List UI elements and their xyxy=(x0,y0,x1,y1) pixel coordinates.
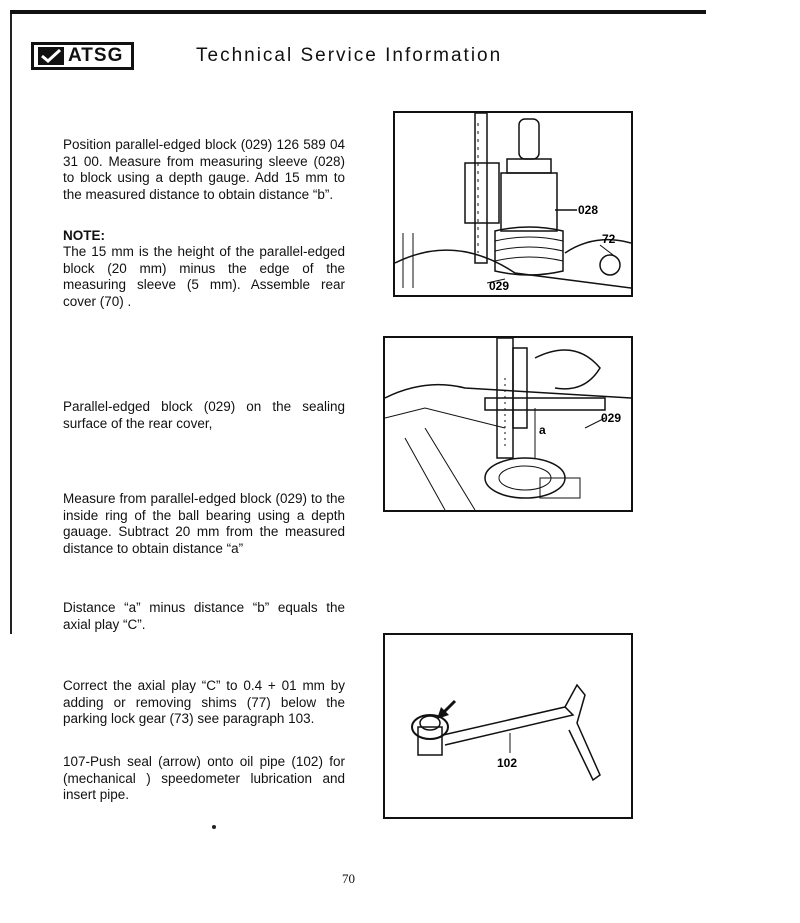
paragraph-measure-bearing: Measure from parallel-edged block (029) to the inside ring of the ball bearing using a depth gauage. Subtract 20 mm from the measured distance to obtain distance “a” xyxy=(63,491,345,556)
note-text: The 15 mm is the height of the parallel-edged block (20 mm) minus the edge of the measuring sleeve (5 mm). Assemble rear cover (70) . xyxy=(63,244,345,309)
page-title: Technical Service Information xyxy=(196,45,503,66)
left-rule xyxy=(10,14,12,634)
paragraph-push-seal: 107-Push seal (arrow) onto oil pipe (102) for (mechanical ) speedometer lubrication and insert pipe. xyxy=(63,754,345,802)
logo-text: ATSG xyxy=(68,45,124,66)
figure-oil-pipe xyxy=(383,633,633,819)
figure-label-a: a xyxy=(539,423,546,437)
figure-label-029: 029 xyxy=(489,279,510,293)
measuring-sleeve-illustration xyxy=(395,113,631,295)
rear-cover-illustration xyxy=(385,338,631,510)
top-rule xyxy=(10,10,706,14)
figure-label-028: 028 xyxy=(578,203,599,217)
stray-mark xyxy=(212,825,216,829)
paragraph-parallel-block: Position parallel-edged block (029) 126 589 04 31 00. Measure from measuring sleeve (028) to block using a depth gauge. Add 15 mm to the measured distance to obtain distance “b”. xyxy=(63,137,345,202)
figure-label-102: 102 xyxy=(497,756,518,770)
atsg-logo xyxy=(31,42,134,70)
page-number: 70 xyxy=(342,871,355,886)
figure-label-72: 72 xyxy=(602,232,616,246)
note-label: NOTE: xyxy=(63,228,105,243)
paragraph-correct-play: Correct the axial play “C” to 0.4 + 01 mm by adding or removing shims (77) below the parking lock gear (73) see paragraph 103. xyxy=(63,678,345,726)
figure-label-029-b: 029 xyxy=(601,411,622,425)
paragraph-sealing-surface: Parallel-edged block (029) on the sealing surface of the rear cover, xyxy=(63,399,345,431)
oil-pipe-illustration xyxy=(385,635,631,817)
figure-rear-cover-block xyxy=(383,336,633,512)
figure-measuring-sleeve xyxy=(393,111,633,297)
checkmark-icon xyxy=(38,47,64,65)
paragraph-axial-play: Distance “a” minus distance “b” equals the axial play “C”. xyxy=(63,600,345,632)
